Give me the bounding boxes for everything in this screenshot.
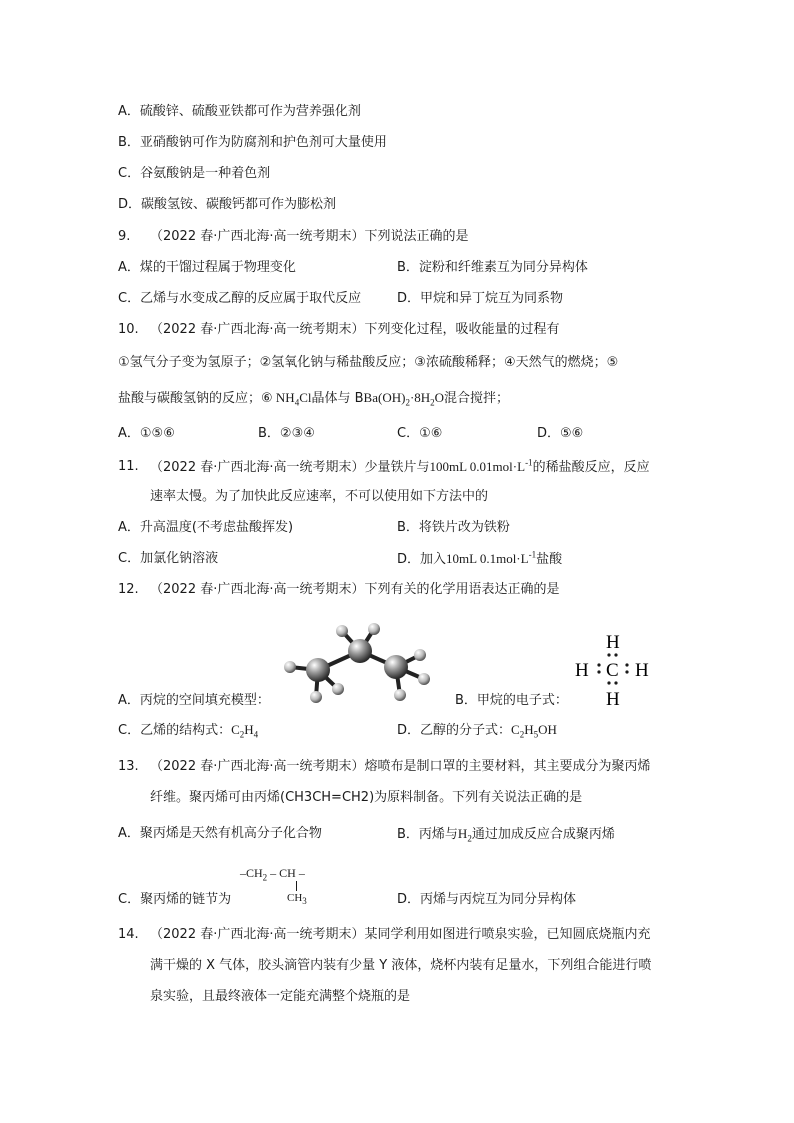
q11-line-2: 速率太慢。为了加快此反应速率，不可以使用如下方法中的 xyxy=(150,489,489,504)
q9-option-c: C．乙烯与水变成乙醇的反应属于取代反应 xyxy=(118,291,362,306)
q12-number: 12. xyxy=(118,582,139,597)
q10-line-1: ①氢气分子变为氢原子；②氢氧化钠与稀盐酸反应；③浓硫酸稀释；④天然气的燃烧；⑤ xyxy=(118,355,619,370)
q14-number: 14. xyxy=(118,927,139,942)
q11-concentration: 100mL $0.01mol\cdot L^{-1}$ xyxy=(429,457,533,474)
ethylene-formula: $C_2H_4$ xyxy=(231,722,259,740)
baoh2-formula: $Ba(OH)_2\cdot 8H_2O$ xyxy=(363,390,445,408)
q13-option-d: D．丙烯与丙烷互为同分异构体 xyxy=(397,892,577,907)
nh4cl-formula: $NH_4Cl$ xyxy=(275,390,312,408)
q14-stem: （2022 春·广西北海·高一统考期末）某同学利用如图进行喷泉实验，已知圆底烧瓶内充 xyxy=(150,927,651,942)
q11-stem: （2022 春·广西北海·高一统考期末）少量铁片与100mL $0.01mol\cdot L^{-1}$的稀盐酸反应，反应 xyxy=(150,457,650,475)
lewis-c-center: C xyxy=(606,660,619,681)
q9-stem: （2022 春·广西北海·高一统考期末）下列说法正确的是 xyxy=(150,229,469,244)
q8-option-b: B．亚硝酸钠可作为防腐剂和护色剂可大量使用 xyxy=(118,135,387,150)
q10-option-b: B．②③④ xyxy=(258,426,315,441)
lewis-h-top: H xyxy=(606,632,620,653)
q10-option-a: A．①⑤⑥ xyxy=(118,426,175,441)
q12-stem: （2022 春·广西北海·高一统考期末）下列有关的化学用语表达正确的是 xyxy=(150,582,560,597)
chain-unit-methyl: $CH_3$ xyxy=(287,892,307,907)
q11d-concentration: 10mL $0.1mol\cdot L^{-1}$ xyxy=(446,549,537,566)
q10-line-2-post: 混合搅拌； xyxy=(444,391,510,406)
q13-option-c: C．聚丙烯的链节为 xyxy=(118,892,232,907)
q9-number: 9. xyxy=(118,229,131,244)
chain-unit-top: $-CH_2$ – CH – xyxy=(240,866,305,883)
lewis-h-bottom: H xyxy=(606,689,620,710)
q12-option-c: C．乙烯的结构式：$C_2H_4$ xyxy=(118,722,259,740)
lewis-h-left: H xyxy=(575,660,589,681)
q12-option-d: D．乙醇的分子式：$C_2H_5OH$ xyxy=(397,722,557,740)
q13-stem: （2022 春·广西北海·高一统考期末）熔喷布是制口罩的主要材料，其主要成分为聚丙烯 xyxy=(150,759,651,774)
q9-option-b: B．淀粉和纤维素互为同分异构体 xyxy=(397,260,588,275)
q11-option-c: C．加氯化钠溶液 xyxy=(118,551,219,566)
q10-option-d: D．⑤⑥ xyxy=(537,426,584,441)
q9-option-a: A．煤的干馏过程属于物理变化 xyxy=(118,260,296,275)
ethanol-formula: $C_2H_5OH$ xyxy=(511,722,557,740)
q13-number: 13. xyxy=(118,759,139,774)
q11-number: 11. xyxy=(118,459,139,474)
q10-option-c: C．①⑥ xyxy=(397,426,443,441)
h2-formula: $H_2$ xyxy=(457,826,472,844)
q11-option-a: A．升高温度(不考虑盐酸挥发) xyxy=(118,520,294,535)
q13-option-b: B．丙烯与$H_2$通过加成反应合成聚丙烯 xyxy=(397,826,615,844)
q8-option-d: D．碳酸氢铵、碳酸钙都可作为膨松剂 xyxy=(118,197,337,212)
q14-line-2: 满干燥的 X 气体，胶头滴管内装有少量 Y 液体，烧杯内装有足量水，下列组合能进行喷 xyxy=(150,958,652,973)
methane-electron-formula xyxy=(570,628,654,712)
propane-model-image xyxy=(278,615,438,715)
q10-line-2 xyxy=(118,389,509,408)
q10-line-2-mid: 晶体与 B xyxy=(311,391,364,406)
q10-number: 10. xyxy=(118,322,139,337)
q10-stem: （2022 春·广西北海·高一统考期末）下列变化过程，吸收能量的过程有 xyxy=(150,322,560,337)
q10-line-2-pre: 盐酸与碳酸氢钠的反应；⑥ xyxy=(118,391,273,406)
q11-option-d: D．加入10mL $0.1mol\cdot L^{-1}$盐酸 xyxy=(397,549,563,567)
q13-line-2: 纤维。聚丙烯可由丙烯(CH3CH=CH2)为原料制备。下列有关说法正确的是 xyxy=(150,790,583,805)
q8-option-c: C．谷氨酸钠是一种着色剂 xyxy=(118,166,271,181)
lewis-h-right: H xyxy=(635,660,649,681)
q11-option-b: B．将铁片改为铁粉 xyxy=(397,520,510,535)
q12-option-b: B．甲烷的电子式： xyxy=(455,693,568,708)
q12-option-a: A．丙烷的空间填充模型： xyxy=(118,693,270,708)
q8-option-a: A．硫酸锌、硫酸亚铁都可作为营养强化剂 xyxy=(118,104,361,119)
q13-option-a: A．聚丙烯是天然有机高分子化合物 xyxy=(118,826,322,841)
carbon-atoms xyxy=(306,639,408,682)
q14-line-3: 泉实验，且最终液体一定能充满整个烧瓶的是 xyxy=(150,989,411,1004)
q9-option-d: D．甲烷和异丁烷互为同系物 xyxy=(397,291,564,306)
